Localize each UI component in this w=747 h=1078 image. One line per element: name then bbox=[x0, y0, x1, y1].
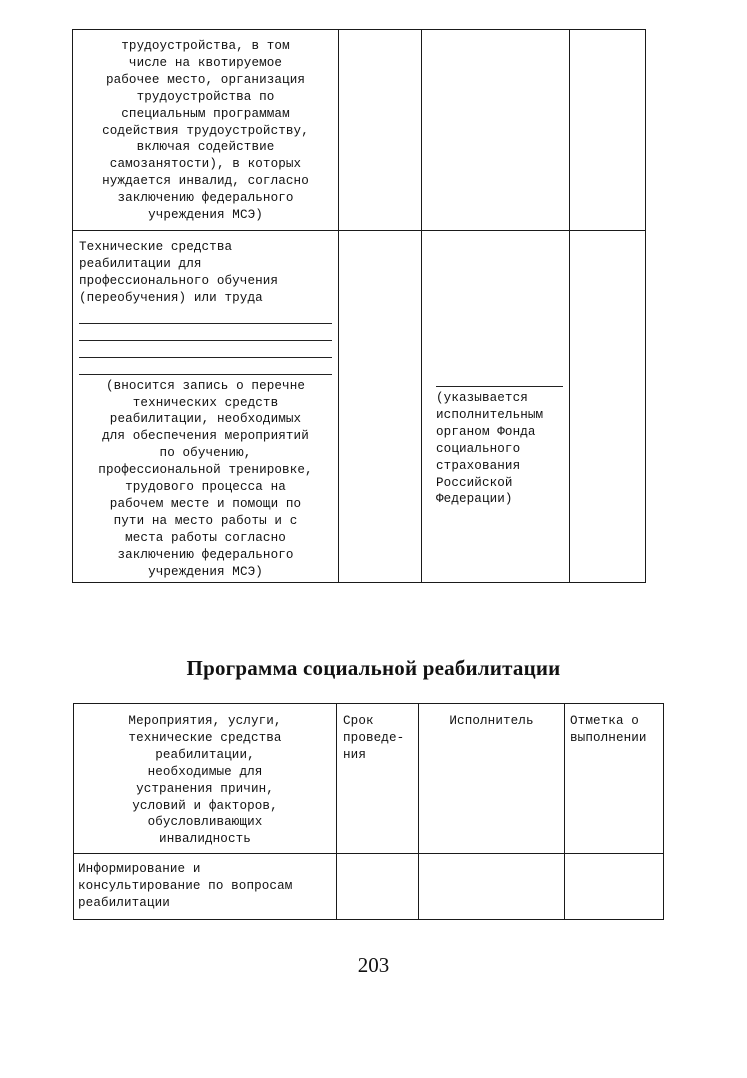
text-line: трудоустройства по bbox=[136, 89, 275, 104]
rehab-table-top bbox=[72, 29, 646, 583]
text-line: (указывается bbox=[436, 391, 528, 405]
text-line: профессионального обучения bbox=[79, 273, 279, 288]
text-line: профессиональной тренировке, bbox=[98, 463, 313, 478]
text-line: включая содействие bbox=[136, 140, 275, 155]
text-line: рабочее место, организация bbox=[105, 72, 306, 87]
technical-aids-cell bbox=[73, 231, 339, 583]
text-line: Российской bbox=[436, 475, 513, 490]
text-line: реабилитации для bbox=[79, 256, 202, 271]
text-line: Срок bbox=[343, 714, 374, 728]
text-line: реабилитации, bbox=[155, 747, 255, 762]
text-line: трудового процесса на bbox=[125, 480, 286, 495]
fill-in-line bbox=[79, 324, 332, 341]
fill-in-line bbox=[436, 370, 563, 387]
executor-cell bbox=[422, 30, 570, 231]
text-line: реабилитации, необходимых bbox=[109, 412, 302, 427]
text-line: Федерации) bbox=[436, 492, 513, 507]
text-line: ния bbox=[343, 747, 366, 762]
completion-mark-cell bbox=[570, 30, 646, 231]
informing-counseling-cell bbox=[74, 854, 337, 920]
period-cell bbox=[337, 854, 419, 920]
text-line: пути на место работы и с bbox=[113, 513, 298, 528]
page-number: 203 bbox=[357, 953, 390, 977]
text-line: рабочем месте и помощи по bbox=[109, 496, 302, 511]
text-line: Исполнитель bbox=[449, 714, 534, 728]
text-line: содействия трудоустройству, bbox=[102, 123, 309, 138]
text-line: устранения причин, bbox=[136, 781, 274, 796]
fill-in-line bbox=[79, 307, 332, 324]
text-line: Мероприятия, услуги, bbox=[128, 714, 282, 728]
text-line: (вносится запись о перечне bbox=[105, 378, 306, 393]
text-line: для обеспечения мероприятий bbox=[102, 429, 309, 444]
completion-mark-cell bbox=[570, 231, 646, 583]
text-line: социального bbox=[436, 441, 521, 456]
employment-measures-cell bbox=[73, 30, 339, 231]
text-line: по обучению, bbox=[159, 446, 252, 461]
social-rehab-table bbox=[73, 703, 664, 920]
executor-cell bbox=[422, 231, 570, 583]
text-line: самозанятости), в которых bbox=[109, 157, 302, 172]
text-line: учреждения МСЭ) bbox=[148, 208, 263, 223]
executor-cell bbox=[419, 854, 565, 920]
fill-in-line bbox=[79, 358, 332, 375]
text-line: исполнительным bbox=[436, 407, 544, 422]
text-line: страхования bbox=[436, 458, 521, 473]
text-line: выполнении bbox=[570, 730, 647, 745]
period-cell bbox=[339, 231, 422, 583]
text-line: (переобучения) или труда bbox=[79, 290, 263, 305]
fill-in-line bbox=[79, 341, 332, 358]
header-completion-mark bbox=[565, 704, 664, 854]
text-line: нуждается инвалид, согласно bbox=[102, 174, 309, 189]
text-line: обусловливающих bbox=[147, 815, 263, 830]
text-line: заключению федерального bbox=[117, 191, 294, 206]
text-line: учреждения МСЭ) bbox=[148, 564, 263, 579]
section-title: Программа социальной реабилитации bbox=[186, 656, 561, 680]
text-line: органом Фонда bbox=[436, 424, 536, 439]
header-executor bbox=[419, 704, 565, 854]
text-line: необходимые для bbox=[147, 764, 263, 779]
text-line: консультирование по вопросам bbox=[78, 878, 293, 893]
text-line: условий и факторов, bbox=[132, 798, 278, 813]
text-line: Технические средства bbox=[79, 240, 233, 254]
text-line: заключению федерального bbox=[117, 547, 294, 562]
text-line: Отметка о bbox=[570, 714, 639, 728]
text-line: инвалидность bbox=[159, 832, 251, 847]
header-period bbox=[337, 704, 419, 854]
header-measures bbox=[74, 704, 337, 854]
text-line: числе на квотируемое bbox=[128, 55, 283, 70]
text-line: специальным программам bbox=[121, 106, 290, 121]
period-cell bbox=[339, 30, 422, 231]
text-line: проведе- bbox=[343, 730, 405, 745]
text-line: реабилитации bbox=[78, 895, 170, 910]
text-line: Информирование и bbox=[78, 862, 201, 876]
text-line: трудоустройства, в том bbox=[121, 39, 290, 53]
completion-mark-cell bbox=[565, 854, 664, 920]
text-line: места работы согласно bbox=[125, 530, 286, 545]
text-line: технические средства bbox=[128, 730, 282, 745]
text-line: технических средств bbox=[132, 395, 279, 410]
